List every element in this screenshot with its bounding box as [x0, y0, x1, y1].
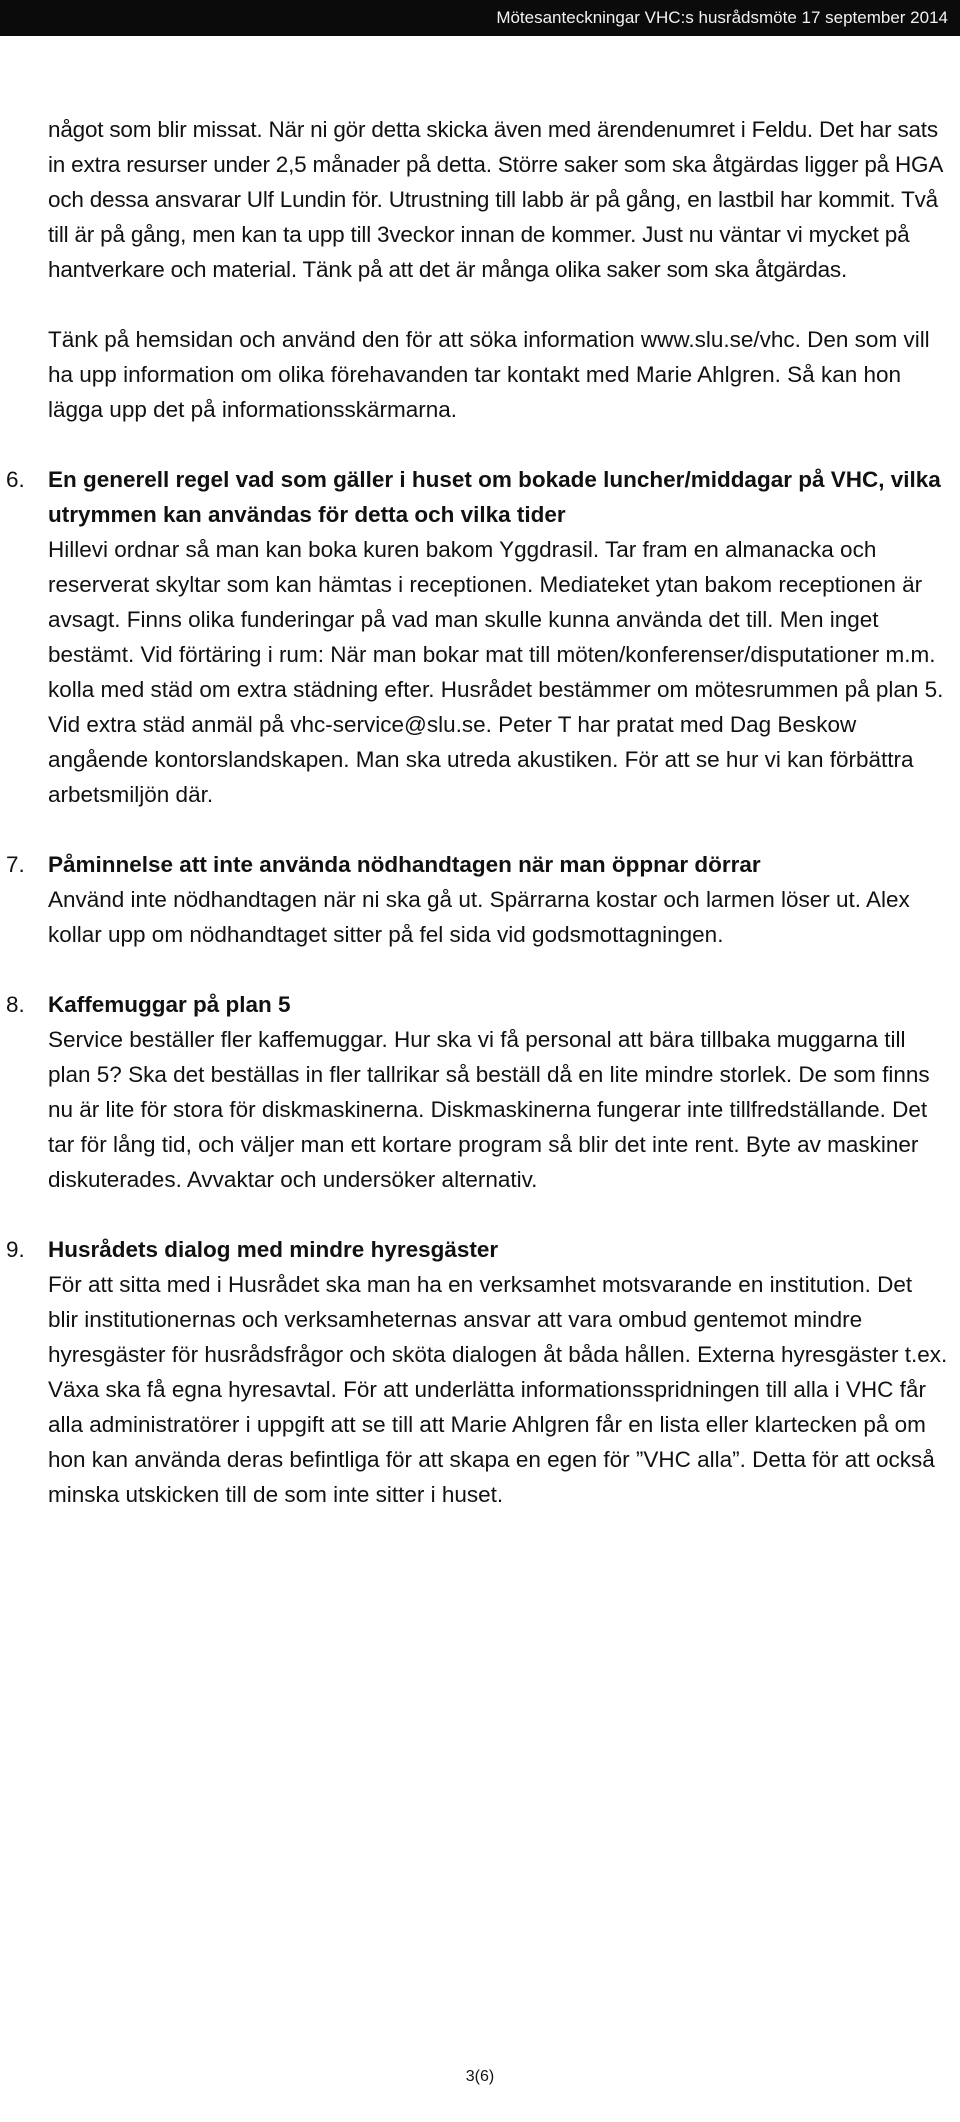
section-number: 6.: [6, 467, 25, 492]
header-title: Mötesanteckningar VHC:s husrådsmöte 17 september 2014: [496, 8, 948, 27]
section-body: Hillevi ordnar så man kan boka kuren bakom Yggdrasil. Tar fram en almanacka och reserverat skyltar som kan hämtas i receptionen. Mediateket ytan bakom receptionen är avsagt. Finns olika funderingar på vad man skulle kunna använda det till. Men inget bestämt. Vid förtäring i rum: När man bokar mat till möten/konferenser/disputationer m.m. kolla med städ om extra städning efter. Husrådet bestämmer om mötesrummen på plan 5. Vid extra städ anmäl på vhc-service@slu.se. Peter T har pratat med Dag Beskow angående kontorslandskapen. Man ska utreda akustiken. För att se hur vi kan förbättra arbetsmiljön där.: [48, 537, 944, 807]
section-number: 8.: [6, 992, 25, 1017]
section-9: [6, 1232, 948, 1512]
section-body: Service beställer fler kaffemuggar. Hur ska vi få personal att bära tillbaka muggarna till plan 5? Ska det beställas in fler tallrikar så beställ då en lite mindre storlek. De som finns nu är lite för stora för diskmaskinerna. Diskmaskinerna fungerar inte tillfredställande. Det tar för lång tid, och väljer man ett kortare program så blir det inte rent. Byte av maskiner diskuterades. Avvaktar och undersöker alternativ.: [48, 1027, 930, 1192]
section-title: En generell regel vad som gäller i huset om bokade luncher/middagar på VHC, vilka utrymmen kan användas för detta och vilka tider: [48, 467, 941, 527]
section-8: [6, 987, 948, 1197]
paragraph-website: Tänk på hemsidan och använd den för att söka information www.slu.se/vhc. Den som vill ha upp information om olika förehavanden tar kontakt med Marie Ahlgren. Så kan hon lägga upp det på informationsskärmarna.: [48, 327, 930, 422]
section-body: För att sitta med i Husrådet ska man ha en verksamhet motsvarande en institution. Det blir institutionernas och verksamheternas ansvar att vara ombud gentemot mindre hyresgäster för husrådsfrågor och sköta dialogen åt båda hållen. Externa hyresgäster t.ex. Växa ska få egna hyresavtal. För att underlätta informationsspridningen till alla i VHC får alla administratörer i uppgift att se till att Marie Ahlgren får en lista eller klartecken på om hon kan använda deras befintliga för att skapa en egen för ”VHC alla”. Detta för att också minska utskicken till de som inte sitter i huset.: [48, 1272, 948, 1507]
section-title: Husrådets dialog med mindre hyresgäster: [48, 1237, 499, 1262]
section-body: Använd inte nödhandtagen när ni ska gå ut. Spärrarna kostar och larmen löser ut. Alex kollar upp om nödhandtaget sitter på fel sida vid godsmottagningen.: [48, 887, 910, 947]
page-header: [0, 0, 960, 36]
section-title: Påminnelse att inte använda nödhandtagen när man öppnar dörrar: [48, 852, 761, 877]
section-7: [6, 847, 948, 952]
page-number: 3(6): [465, 2068, 495, 2085]
document-body: [6, 112, 948, 1547]
section-number: 9.: [6, 1237, 25, 1262]
section-6: [6, 462, 948, 812]
section-title: Kaffemuggar på plan 5: [48, 992, 291, 1017]
paragraph-continuation: något som blir missat. När ni gör detta skicka även med ärendenumret i Feldu. Det har sats in extra resurser under 2,5 månader på detta. Större saker som ska åtgärdas ligger på HGA och dessa ansvarar Ulf Lundin för. Utrustning till labb är på gång, en lastbil har kommit. Två till är på gång, men kan ta upp till 3veckor innan de kommer. Just nu väntar vi mycket på hantverkare och material. Tänk på att det är många olika saker som ska åtgärdas.: [48, 117, 942, 282]
section-number: 7.: [6, 852, 25, 877]
